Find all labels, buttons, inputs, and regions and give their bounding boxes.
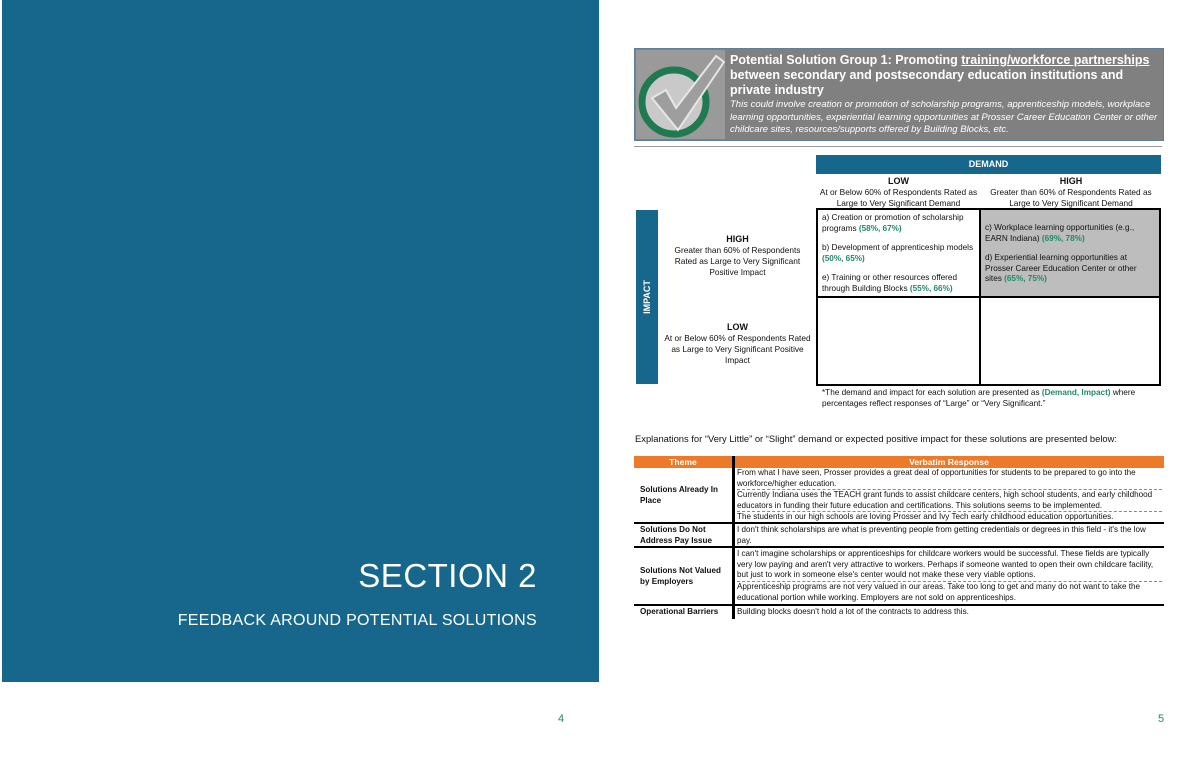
solution-item: a) Creation or promotion of scholarship programs (58%, 67%) xyxy=(822,213,964,233)
theme-cell: Solutions Not Valued by Employers xyxy=(640,566,721,586)
solution-item: e) Training or other resources offered through Building Blocks (55%, 66%) xyxy=(822,273,958,293)
response-cell: Building blocks doesn't hold a lot of the contracts to address this. xyxy=(737,607,969,616)
column-header-high: HIGH Greater than 60% of Respondents Rated as Large to Very Significant Demand xyxy=(990,176,1152,208)
theme-cell: Solutions Already In Place xyxy=(640,485,718,505)
matrix-cell-low-impact-low-demand xyxy=(818,298,981,384)
divider-line xyxy=(634,146,1162,147)
solution-item: c) Workplace learning opportunities (e.g., EARN Indiana) (69%, 78%) xyxy=(985,223,1135,243)
solution-group-banner xyxy=(634,48,1164,141)
table-row xyxy=(634,548,1164,606)
impact-axis-label: IMPACT xyxy=(642,280,652,314)
column-header-low: LOW At or Below 60% of Respondents Rated as Large to Very Significant Demand xyxy=(819,176,978,208)
response-cell: Apprenticeship programs are not very valued in our areas. Take too long to get and many do not want to take the educational portion while working. Employers are not sold on apprenticeships. xyxy=(737,582,1140,602)
table-header-theme: Theme xyxy=(634,456,732,468)
banner-description: This could involve creation or promotion of scholarship programs, apprenticeship models, workplace learning opportunities, experiential learning opportunities at Prosser Career Education Center or other childcare sites, resources/supports offered by Building Blocks, etc. xyxy=(730,99,1158,135)
explanation-text: Explanations for “Very Little” or “Slight” demand or expected positive impact for these solutions are presented below: xyxy=(635,433,1118,444)
matrix-cell-low-impact-high-demand xyxy=(981,298,1159,384)
page-number-right: 5 xyxy=(1158,713,1165,725)
table-row xyxy=(634,606,1164,619)
matrix-cell-high-impact-high-demand xyxy=(981,210,1159,298)
response-cell: Currently Indiana uses the TEACH grant funds to assist childcare centers, high school students, and early childhood educators in funding their future education and certifications. This solutions seems to be implemented. xyxy=(737,490,1162,512)
row-header-low: LOW At or Below 60% of Respondents Rated as Large to Very Significant Positive Impact xyxy=(664,322,811,365)
theme-cell: Operational Barriers xyxy=(640,607,719,616)
table-header-response: Verbatim Response xyxy=(734,456,1164,468)
row-header-high: HIGH Greater than 60% of Respondents Rated as Large to Very Significant Positive Impact xyxy=(674,234,801,277)
demand-axis-label: DEMAND xyxy=(816,155,1161,174)
matrix-cell-high-impact-low-demand xyxy=(818,210,981,298)
table-column-divider xyxy=(732,456,735,619)
section-title: SECTION 2 xyxy=(358,557,537,594)
table-row xyxy=(634,468,1164,524)
banner-title: Potential Solution Group 1: Promoting training/workforce partnerships between secondary and postsecondary education institutions and private industry xyxy=(730,53,1150,97)
solution-item: d) Experiential learning opportunities at Prosser Career Education Center or other sites (65%, 75%) xyxy=(985,253,1137,283)
demand-impact-matrix xyxy=(816,208,1161,386)
solution-item: b) Development of apprenticeship models (50%, 65%) xyxy=(822,243,974,263)
response-cell: I don't think scholarships are what is preventing people from getting credentials or degrees in this field - it's the low pay. xyxy=(737,525,1146,545)
response-cell: From what I have seen, Prosser provides a great deal of opportunities for students to be prepared to go into the workforce/higher education. xyxy=(737,468,1162,490)
checkmark-icon xyxy=(636,50,725,139)
response-cell: I can't imagine scholarships or apprenticeships for childcare workers would be successful. These fields are typically very low paying and aren't very attractive to workers. Perhaps if someone wanted to open their own childcare facility, but just to work in someone else's center would not make these very viable options. xyxy=(737,549,1162,582)
section-cover-panel xyxy=(2,0,599,682)
impact-axis-bar xyxy=(636,210,658,384)
response-cell: The students in our high schools are loving Prosser and Ivy Tech early childhood education opportunities. xyxy=(737,512,1114,521)
section-subtitle: FEEDBACK AROUND POTENTIAL SOLUTIONS xyxy=(177,612,537,629)
table-row xyxy=(634,524,1164,548)
matrix-footnote: *The demand and impact for each solution are presented as (Demand, Impact) where percentages reflect responses of “Large” or “Very Significant.” xyxy=(822,388,1136,408)
theme-cell: Solutions Do Not Address Pay Issue xyxy=(640,525,712,545)
page-number-left: 4 xyxy=(558,713,565,725)
